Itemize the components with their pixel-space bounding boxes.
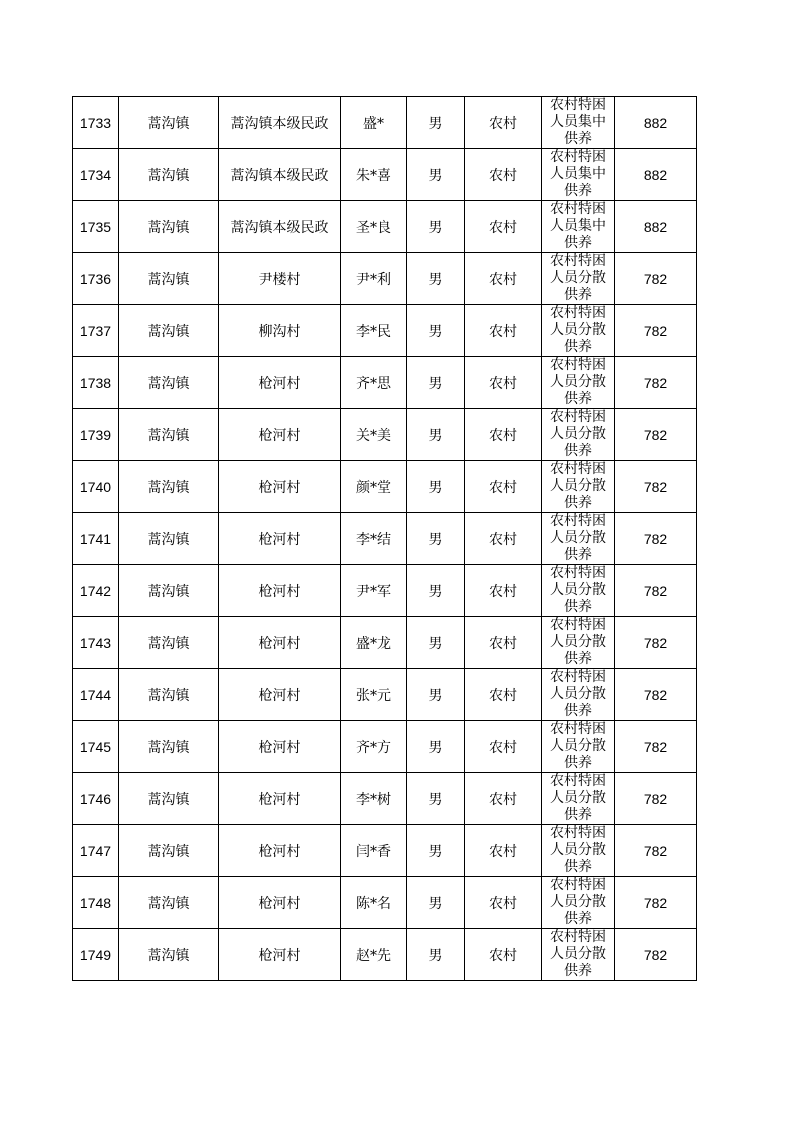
row-number-cell: 1749: [73, 929, 119, 981]
row-number-cell: 1746: [73, 773, 119, 825]
table-row: [73, 773, 697, 825]
area-cell: 农村: [465, 929, 542, 981]
support-type-line: 供养: [564, 235, 592, 251]
table-row: [73, 305, 697, 357]
support-type-line: 人员分散: [550, 946, 606, 962]
amount-cell: 782: [615, 461, 697, 513]
gender-cell: 男: [407, 357, 465, 409]
unit-cell: 枪河村: [219, 721, 341, 773]
table-row: [73, 721, 697, 773]
name-cell: 李*树: [341, 773, 407, 825]
support-type-line: 农村特困: [550, 617, 606, 633]
support-type-line: 人员分散: [550, 686, 606, 702]
support-type-cell: [542, 825, 615, 877]
amount-cell: 882: [615, 201, 697, 253]
town-cell: 蒿沟镇: [119, 773, 219, 825]
support-type-line: 农村特困: [550, 929, 606, 945]
unit-cell: 蒿沟镇本级民政: [219, 149, 341, 201]
row-number-cell: 1740: [73, 461, 119, 513]
support-type-line: 人员分散: [550, 634, 606, 650]
table-row: [73, 253, 697, 305]
town-cell: 蒿沟镇: [119, 721, 219, 773]
row-number-cell: 1739: [73, 409, 119, 461]
unit-cell: 枪河村: [219, 773, 341, 825]
name-cell: 李*民: [341, 305, 407, 357]
support-type-line: 农村特困: [550, 97, 606, 113]
row-number-cell: 1736: [73, 253, 119, 305]
name-cell: 圣*良: [341, 201, 407, 253]
support-type-line: 农村特困: [550, 513, 606, 529]
name-cell: 张*元: [341, 669, 407, 721]
area-cell: 农村: [465, 149, 542, 201]
support-type-line: 人员分散: [550, 478, 606, 494]
table-row: [73, 97, 697, 149]
amount-cell: 782: [615, 721, 697, 773]
row-number-cell: 1743: [73, 617, 119, 669]
table-row: [73, 565, 697, 617]
support-type-line: 供养: [564, 599, 592, 615]
row-number-cell: 1745: [73, 721, 119, 773]
unit-cell: 枪河村: [219, 617, 341, 669]
amount-cell: 782: [615, 669, 697, 721]
support-type-line: 农村特困: [550, 409, 606, 425]
unit-cell: 枪河村: [219, 461, 341, 513]
support-type-line: 农村特困: [550, 825, 606, 841]
town-cell: 蒿沟镇: [119, 617, 219, 669]
amount-cell: 782: [615, 357, 697, 409]
support-type-line: 农村特困: [550, 305, 606, 321]
gender-cell: 男: [407, 617, 465, 669]
row-number-cell: 1747: [73, 825, 119, 877]
support-type-line: 人员分散: [550, 582, 606, 598]
amount-cell: 782: [615, 877, 697, 929]
support-type-line: 人员分散: [550, 530, 606, 546]
amount-cell: 882: [615, 149, 697, 201]
support-type-line: 供养: [564, 131, 592, 147]
name-cell: 盛*龙: [341, 617, 407, 669]
support-type-line: 供养: [564, 807, 592, 823]
town-cell: 蒿沟镇: [119, 825, 219, 877]
support-type-line: 农村特困: [550, 149, 606, 165]
gender-cell: 男: [407, 513, 465, 565]
table-row: [73, 201, 697, 253]
town-cell: 蒿沟镇: [119, 565, 219, 617]
area-cell: 农村: [465, 669, 542, 721]
area-cell: 农村: [465, 513, 542, 565]
support-type-cell: [542, 877, 615, 929]
unit-cell: 枪河村: [219, 357, 341, 409]
support-type-line: 农村特困: [550, 253, 606, 269]
support-type-line: 农村特困: [550, 669, 606, 685]
town-cell: 蒿沟镇: [119, 513, 219, 565]
support-type-cell: [542, 929, 615, 981]
gender-cell: 男: [407, 305, 465, 357]
name-cell: 陈*名: [341, 877, 407, 929]
support-type-cell: [542, 357, 615, 409]
amount-cell: 782: [615, 513, 697, 565]
area-cell: 农村: [465, 877, 542, 929]
support-type-line: 人员分散: [550, 894, 606, 910]
row-number-cell: 1738: [73, 357, 119, 409]
area-cell: 农村: [465, 253, 542, 305]
table-row: [73, 825, 697, 877]
amount-cell: 782: [615, 617, 697, 669]
row-number-cell: 1733: [73, 97, 119, 149]
amount-cell: 782: [615, 409, 697, 461]
gender-cell: 男: [407, 929, 465, 981]
name-cell: 关*美: [341, 409, 407, 461]
amount-cell: 782: [615, 825, 697, 877]
town-cell: 蒿沟镇: [119, 201, 219, 253]
unit-cell: 枪河村: [219, 877, 341, 929]
support-type-line: 农村特困: [550, 565, 606, 581]
support-type-cell: [542, 773, 615, 825]
unit-cell: 尹楼村: [219, 253, 341, 305]
area-cell: 农村: [465, 721, 542, 773]
town-cell: 蒿沟镇: [119, 305, 219, 357]
area-cell: 农村: [465, 409, 542, 461]
name-cell: 李*结: [341, 513, 407, 565]
town-cell: 蒿沟镇: [119, 461, 219, 513]
support-type-line: 人员集中: [550, 166, 606, 182]
town-cell: 蒿沟镇: [119, 409, 219, 461]
row-number-cell: 1744: [73, 669, 119, 721]
support-type-line: 人员集中: [550, 218, 606, 234]
unit-cell: 枪河村: [219, 929, 341, 981]
support-type-line: 农村特困: [550, 773, 606, 789]
gender-cell: 男: [407, 773, 465, 825]
gender-cell: 男: [407, 877, 465, 929]
table-body: [73, 97, 697, 981]
support-type-line: 人员分散: [550, 270, 606, 286]
gender-cell: 男: [407, 409, 465, 461]
table-row: [73, 357, 697, 409]
table-row: [73, 409, 697, 461]
area-cell: 农村: [465, 617, 542, 669]
support-type-line: 供养: [564, 443, 592, 459]
gender-cell: 男: [407, 149, 465, 201]
town-cell: 蒿沟镇: [119, 253, 219, 305]
unit-cell: 枪河村: [219, 409, 341, 461]
town-cell: 蒿沟镇: [119, 149, 219, 201]
town-cell: 蒿沟镇: [119, 97, 219, 149]
support-type-line: 农村特困: [550, 201, 606, 217]
row-number-cell: 1737: [73, 305, 119, 357]
support-type-cell: [542, 565, 615, 617]
name-cell: 闫*香: [341, 825, 407, 877]
support-type-cell: [542, 461, 615, 513]
support-type-cell: [542, 669, 615, 721]
unit-cell: 蒿沟镇本级民政: [219, 201, 341, 253]
amount-cell: 782: [615, 565, 697, 617]
support-type-cell: [542, 305, 615, 357]
unit-cell: 柳沟村: [219, 305, 341, 357]
support-type-cell: [542, 617, 615, 669]
support-type-line: 供养: [564, 183, 592, 199]
support-type-line: 供养: [564, 547, 592, 563]
row-number-cell: 1742: [73, 565, 119, 617]
gender-cell: 男: [407, 201, 465, 253]
area-cell: 农村: [465, 357, 542, 409]
name-cell: 朱*喜: [341, 149, 407, 201]
gender-cell: 男: [407, 669, 465, 721]
area-cell: 农村: [465, 305, 542, 357]
area-cell: 农村: [465, 565, 542, 617]
name-cell: 齐*思: [341, 357, 407, 409]
support-type-line: 供养: [564, 911, 592, 927]
support-type-line: 供养: [564, 339, 592, 355]
table-row: [73, 669, 697, 721]
support-type-cell: [542, 201, 615, 253]
table-row: [73, 461, 697, 513]
town-cell: 蒿沟镇: [119, 357, 219, 409]
unit-cell: 枪河村: [219, 513, 341, 565]
support-type-line: 人员分散: [550, 322, 606, 338]
support-type-line: 供养: [564, 703, 592, 719]
support-type-line: 供养: [564, 651, 592, 667]
amount-cell: 782: [615, 305, 697, 357]
support-type-line: 供养: [564, 859, 592, 875]
support-type-line: 人员分散: [550, 738, 606, 754]
support-type-line: 农村特困: [550, 721, 606, 737]
support-type-line: 供养: [564, 287, 592, 303]
row-number-cell: 1734: [73, 149, 119, 201]
table-row: [73, 149, 697, 201]
unit-cell: 枪河村: [219, 565, 341, 617]
table-row: [73, 929, 697, 981]
unit-cell: 枪河村: [219, 669, 341, 721]
support-type-cell: [542, 97, 615, 149]
support-type-line: 人员分散: [550, 426, 606, 442]
support-type-line: 农村特困: [550, 877, 606, 893]
name-cell: 尹*军: [341, 565, 407, 617]
support-type-line: 供养: [564, 755, 592, 771]
amount-cell: 782: [615, 773, 697, 825]
table-row: [73, 877, 697, 929]
row-number-cell: 1735: [73, 201, 119, 253]
gender-cell: 男: [407, 825, 465, 877]
support-type-line: 供养: [564, 963, 592, 979]
unit-cell: 枪河村: [219, 825, 341, 877]
gender-cell: 男: [407, 565, 465, 617]
name-cell: 赵*先: [341, 929, 407, 981]
support-type-cell: [542, 409, 615, 461]
support-type-cell: [542, 721, 615, 773]
support-type-line: 农村特困: [550, 357, 606, 373]
town-cell: 蒿沟镇: [119, 877, 219, 929]
gender-cell: 男: [407, 97, 465, 149]
name-cell: 盛*: [341, 97, 407, 149]
row-number-cell: 1748: [73, 877, 119, 929]
name-cell: 齐*方: [341, 721, 407, 773]
support-type-line: 农村特困: [550, 461, 606, 477]
area-cell: 农村: [465, 201, 542, 253]
row-number-cell: 1741: [73, 513, 119, 565]
support-type-line: 人员集中: [550, 114, 606, 130]
unit-cell: 蒿沟镇本级民政: [219, 97, 341, 149]
support-type-line: 人员分散: [550, 842, 606, 858]
town-cell: 蒿沟镇: [119, 929, 219, 981]
area-cell: 农村: [465, 773, 542, 825]
support-type-line: 供养: [564, 495, 592, 511]
gender-cell: 男: [407, 721, 465, 773]
amount-cell: 782: [615, 929, 697, 981]
amount-cell: 882: [615, 97, 697, 149]
support-type-cell: [542, 513, 615, 565]
support-type-line: 人员分散: [550, 790, 606, 806]
area-cell: 农村: [465, 97, 542, 149]
support-type-line: 人员分散: [550, 374, 606, 390]
table-row: [73, 617, 697, 669]
name-cell: 尹*利: [341, 253, 407, 305]
recipient-table: [72, 96, 697, 981]
support-type-cell: [542, 149, 615, 201]
amount-cell: 782: [615, 253, 697, 305]
support-type-cell: [542, 253, 615, 305]
support-type-line: 供养: [564, 391, 592, 407]
gender-cell: 男: [407, 461, 465, 513]
town-cell: 蒿沟镇: [119, 669, 219, 721]
table-row: [73, 513, 697, 565]
area-cell: 农村: [465, 825, 542, 877]
name-cell: 颜*堂: [341, 461, 407, 513]
area-cell: 农村: [465, 461, 542, 513]
gender-cell: 男: [407, 253, 465, 305]
